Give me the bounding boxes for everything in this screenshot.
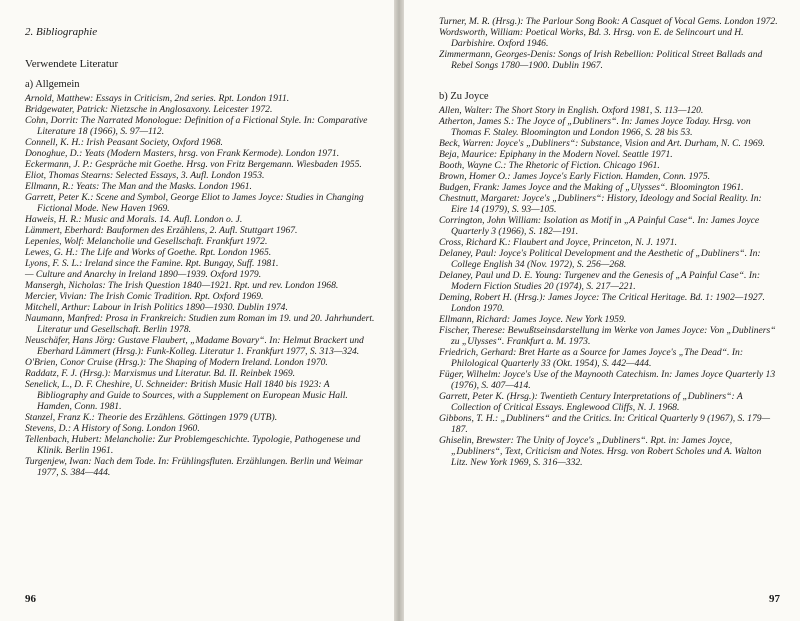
bibliography-list-general-continued xyxy=(439,16,780,71)
page-number-right: 97 xyxy=(769,593,780,605)
bibliography-entry: Senelick, L., D. F. Cheshire, U. Schneider: British Music Hall 1840 bis 1923: A Bibliography and Guide to Sources, with a Supplement on European Music Hall. Hamden, Conn. 1981. xyxy=(25,379,348,412)
bibliography-entry: Ellmann, Richard: James Joyce. New York 1959. xyxy=(439,314,627,325)
right-page xyxy=(404,0,800,621)
bibliography-entry: Naumann, Manfred: Prosa in Frankreich: Studien zum Roman im 19. und 20. Jahrhundert. Literatur und Gesellschaft. Berlin 1978. xyxy=(25,313,375,335)
bibliography-entry: Beck, Warren: Joyce's „Dubliners“: Substance, Vision and Art. Durham, N. C. 1969. xyxy=(439,138,765,149)
bibliography-entry: Eckermann, J. P.: Gespräche mit Goethe. Hrsg. von Fritz Bergemann. Wiesbaden 1955. xyxy=(25,159,362,170)
bibliography-entry: Brown, Homer O.: James Joyce's Early Fiction. Hamden, Conn. 1975. xyxy=(439,171,711,182)
bibliography-entry: Cohn, Dorrit: The Narrated Monologue: Definition of a Fictional Style. In: Comparative Literature 18 (1966), S. 97—112. xyxy=(25,115,368,137)
bibliography-entry: Deming, Robert H. (Hrsg.): James Joyce: The Critical Heritage. Bd. 1: 1902—1927. London 1970. xyxy=(439,292,765,314)
bibliography-entry: Stanzel, Franz K.: Theorie des Erzählens. Göttingen 1979 (UTB). xyxy=(25,412,278,423)
bibliography-entry: Haweis, H. R.: Music and Morals. 14. Aufl. London o. J. xyxy=(25,214,243,225)
bibliography-entry: O'Brien, Conor Cruise (Hrsg.): The Shaping of Modern Ireland. London 1970. xyxy=(25,357,328,368)
subheading-used-literature: Verwendete Literatur xyxy=(25,58,119,70)
bibliography-entry: Bridgewater, Patrick: Nietzsche in Anglosaxony. Leicester 1972. xyxy=(25,104,273,115)
bibliography-entry: Mercier, Vivian: The Irish Comic Tradition. Rpt. Oxford 1969. xyxy=(25,291,264,302)
bibliography-entry: Raddatz, F. J. (Hrsg.): Marxismus und Literatur. Bd. II. Reinbek 1969. xyxy=(25,368,296,379)
bibliography-entry: Chestnutt, Margaret: Joyce's „Dubliners“: History, Ideology and Social Reality. In: Eire 14 (1979), S. 93—105. xyxy=(439,193,762,215)
left-page xyxy=(0,0,394,621)
bibliography-entry: Mansergh, Nicholas: The Irish Question 1840—1921. Rpt. und rev. London 1968. xyxy=(25,280,339,291)
page-number-left: 96 xyxy=(25,593,36,605)
section-gap xyxy=(439,71,780,91)
bibliography-entry: Atherton, James S.: The Joyce of „Dubliners“. In: James Joyce Today. Hrsg. von Thomas F. Staley. Bloomington und London 1966, S. 28 bis 53. xyxy=(439,116,751,138)
bibliography-entry: Lepenies, Wolf: Melancholie und Gesellschaft. Frankfurt 1972. xyxy=(25,236,268,247)
left-page-content xyxy=(25,18,380,478)
section-heading-joyce: b) Zu Joyce xyxy=(439,91,489,102)
bibliography-entry: Gibbons, T. H.: „Dubliners“ and the Critics. In: Critical Quarterly 9 (1967), S. 179—187. xyxy=(439,413,771,435)
bibliography-entry: Turner, M. R. (Hrsg.): The Parlour Song Book: A Casquet of Vocal Gems. London 1972. xyxy=(439,16,778,27)
bibliography-entry: — Culture and Anarchy in Ireland 1890—1939. Oxford 1979. xyxy=(25,269,262,280)
bibliography-entry: Garrett, Peter K.: Scene and Symbol, George Eliot to James Joyce: Studies in Changing Fictional Mode. New Haven 1969. xyxy=(25,192,364,214)
chapter-title: 2. Bibliographie xyxy=(25,26,98,38)
book-gutter xyxy=(394,0,404,621)
bibliography-entry: Zimmermann, Georges-Denis: Songs of Irish Rebellion: Political Street Ballads and Rebel Songs 1780—1900. Dublin 1967. xyxy=(439,49,763,71)
bibliography-entry: Allen, Walter: The Short Story in English. Oxford 1981, S. 113—120. xyxy=(439,105,704,116)
bibliography-list-general xyxy=(25,93,380,478)
bibliography-entry: Füger, Wilhelm: Joyce's Use of the Maynooth Catechism. In: James Joyce Quarterly 13 (1976), S. 407—414. xyxy=(439,369,776,391)
bibliography-entry: Arnold, Matthew: Essays in Criticism, 2nd series. Rpt. London 1911. xyxy=(25,93,290,104)
bibliography-entry: Eliot, Thomas Stearns: Selected Essays, 3. Aufl. London 1953. xyxy=(25,170,265,181)
bibliography-entry: Connell, K. H.: Irish Peasant Society, Oxford 1968. xyxy=(25,137,223,148)
bibliography-entry: Booth, Wayne C.: The Rhetoric of Fiction. Chicago 1961. xyxy=(439,160,660,171)
bibliography-entry: Friedrich, Gerhard: Bret Harte as a Source for James Joyce's „The Dead“. In: Philological Quarterly 33 (Okt. 1954), S. 442—444. xyxy=(439,347,744,369)
bibliography-entry: Wordsworth, William: Poetical Works, Bd. 3. Hrsg. von E. de Selincourt und H. Darbishire. Oxford 1946. xyxy=(439,27,744,49)
bibliography-entry: Ghiselin, Brewster: The Unity of Joyce's „Dubliners“. Rpt. in: James Joyce, „Dubliners“, Text, Criticism and Notes. Hrsg. von Robert Scholes und A. Walton Litz. New York 1969, S. 316—332. xyxy=(439,435,762,468)
bibliography-entry: Fischer, Therese: Bewußtseinsdarstellung im Werke von James Joyce: Von „Dubliners“ zu „Ulysses“. Frankfurt a. M. 1973. xyxy=(439,325,776,347)
bibliography-entry: Garrett, Peter K. (Hrsg.): Twentieth Century Interpretations of „Dubliners“: A Collection of Critical Essays. Englewood Cliffs, N. J. 1968. xyxy=(439,391,743,413)
bibliography-entry: Lämmert, Eberhard: Bauformen des Erzählens, 2. Aufl. Stuttgart 1967. xyxy=(25,225,298,236)
bibliography-entry: Beja, Maurice: Epiphany in the Modern Novel. Seattle 1971. xyxy=(439,149,673,160)
bibliography-entry: Turgenjew, Iwan: Nach dem Tode. In: Frühlingsfluten. Erzählungen. Berlin und Weimar 1977, S. 384—444. xyxy=(25,456,363,478)
bibliography-entry: Mitchell, Arthur: Labour in Irish Politics 1890—1930. Dublin 1974. xyxy=(25,302,288,313)
bibliography-entry: Tellenbach, Hubert: Melancholie: Zur Problemgeschichte. Typologie, Pathogenese und Klinik. Berlin 1961. xyxy=(25,434,361,456)
bibliography-entry: Lyons, F. S. L.: Ireland since the Famine. Rpt. Bungay, Suff. 1981. xyxy=(25,258,279,269)
bibliography-list-joyce xyxy=(439,105,780,468)
bibliography-entry: Cross, Richard K.: Flaubert and Joyce, Princeton, N. J. 1971. xyxy=(439,237,678,248)
bibliography-entry: Ellmann, R.: Yeats: The Man and the Masks. London 1961. xyxy=(25,181,252,192)
right-page-content xyxy=(439,16,780,468)
bibliography-entry: Delaney, Paul und D. E. Young: Turgenev and the Genesis of „A Painful Case“. In: Modern Fiction Studies 20 (1974), S. 217—221. xyxy=(439,270,761,292)
bibliography-entry: Corrington, John William: Isolation as Motif in „A Painful Case“. In: James Joyce Quarterly 3 (1966), S. 182—191. xyxy=(439,215,760,237)
section-heading-general: a) Allgemein xyxy=(25,79,80,90)
bibliography-entry: Lewes, G. H.: The Life and Works of Goethe. Rpt. London 1965. xyxy=(25,247,272,258)
bibliography-entry: Stevens, D.: A History of Song. London 1960. xyxy=(25,423,200,434)
bibliography-entry: Neuschäfer, Hans Jörg: Gustave Flaubert, „Madame Bovary“. In: Helmut Brackert und Eberhard Lämmert (Hrsg.): Funk-Kolleg. Literatur 1. Frankfurt 1977, S. 313—324. xyxy=(25,335,364,357)
bibliography-entry: Donoghue, D.: Yeats (Modern Masters, hrsg. von Frank Kermode). London 1971. xyxy=(25,148,340,159)
bibliography-entry: Budgen, Frank: James Joyce and the Making of „Ulysses“. Bloomington 1961. xyxy=(439,182,744,193)
bibliography-entry: Delaney, Paul: Joyce's Political Development and the Aesthetic of „Dubliners“. In: College English 34 (Nov. 1972), S. 256—268. xyxy=(439,248,761,270)
